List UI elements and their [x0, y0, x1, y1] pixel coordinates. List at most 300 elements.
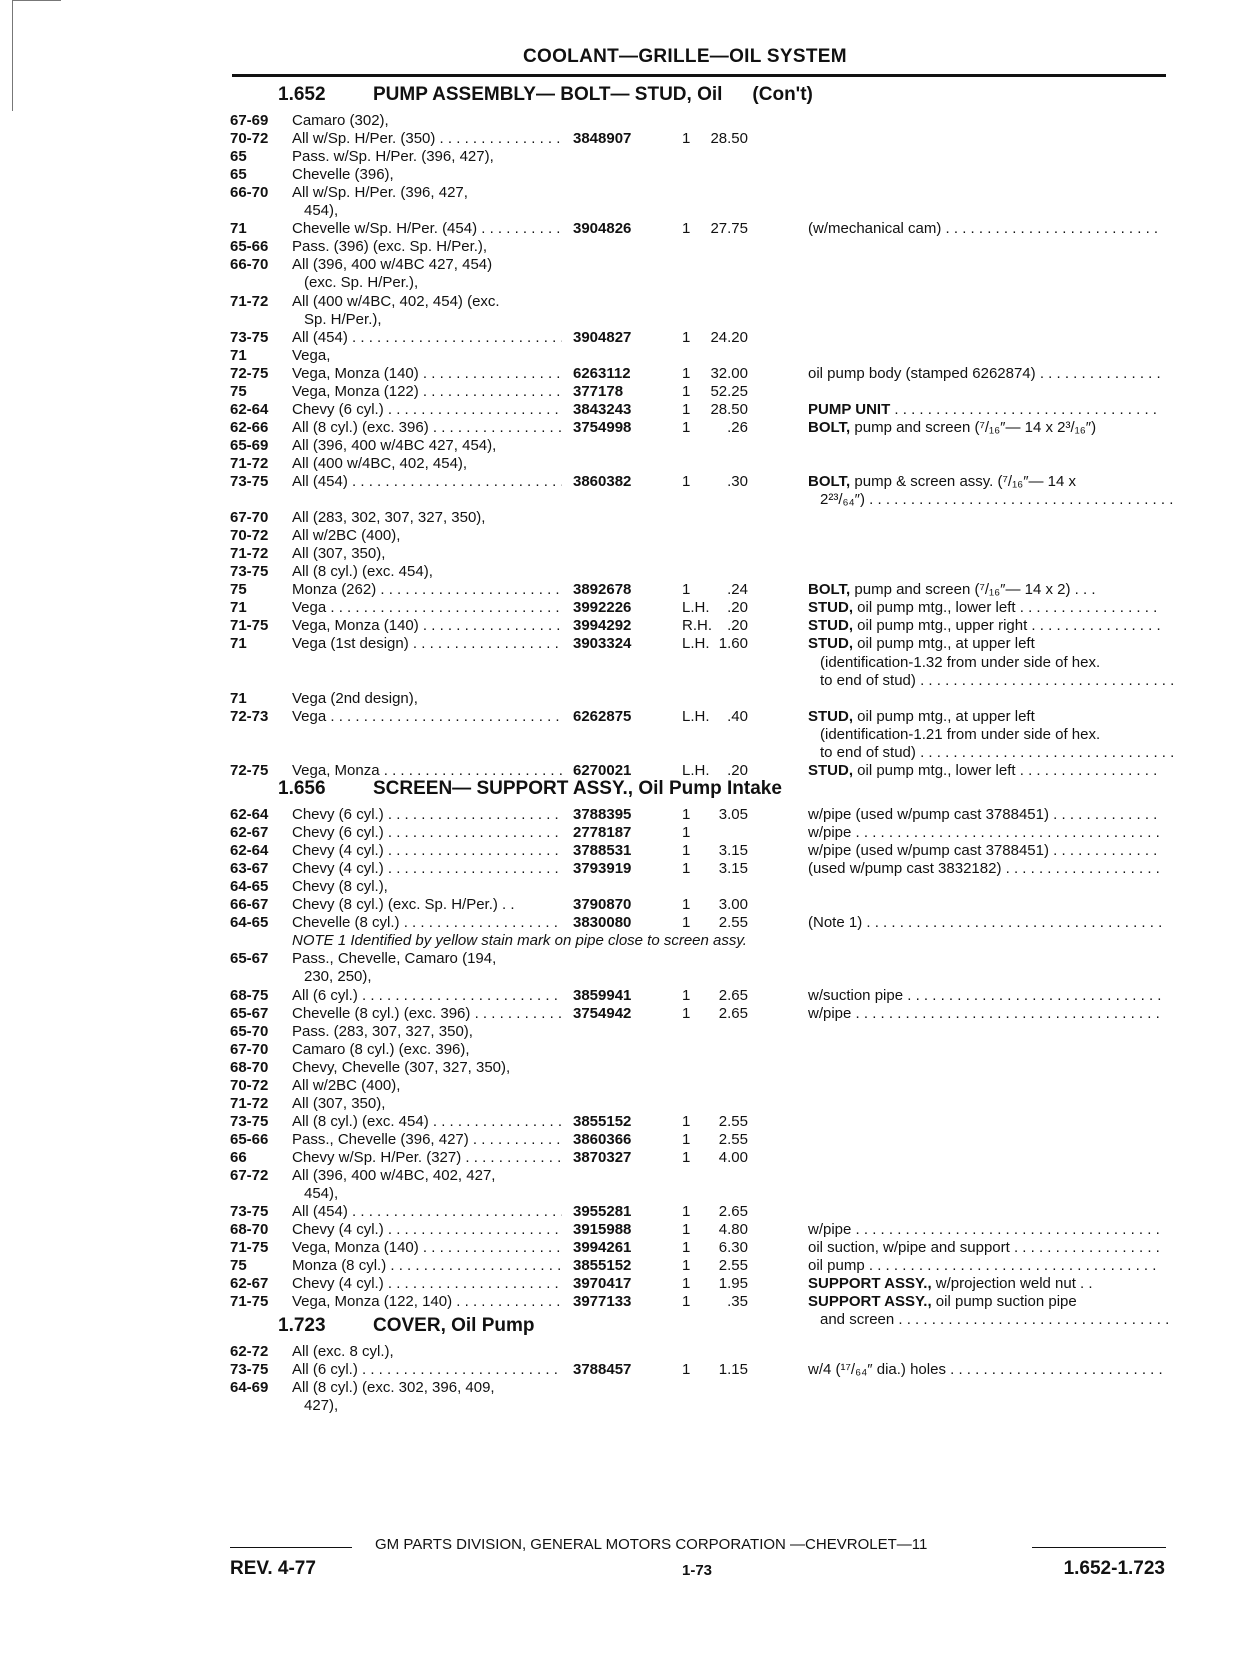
part-number: 3904826: [573, 220, 632, 238]
model-years: 64-65: [230, 914, 269, 932]
description: [820, 672, 1174, 690]
application: [292, 599, 562, 617]
model-years: 67-70: [230, 1040, 269, 1058]
part-number: 6270021: [573, 761, 632, 779]
application-text: All (396, 400 w/4BC 427, 454),: [292, 436, 497, 454]
section-number: 1.656: [278, 778, 326, 799]
list-item: [230, 896, 1180, 914]
description-text: oil pump suction pipe: [931, 1293, 1077, 1311]
list-price: 2.55: [718, 1130, 748, 1148]
list-item: [230, 914, 1180, 932]
application: [292, 842, 562, 860]
model-years: 67-70: [230, 509, 269, 527]
application-text: Chevy w/Sp. H/Per. (327): [292, 1148, 462, 1166]
quantity: 1: [682, 914, 691, 932]
part-number: 3860382: [573, 473, 632, 490]
quantity: 1: [682, 418, 691, 436]
description: [808, 1221, 1162, 1239]
description: [808, 987, 1162, 1005]
description: [808, 419, 1162, 437]
application: [292, 148, 562, 166]
model-years: 71-75: [230, 1293, 269, 1311]
description-text: to end of stud): [820, 671, 916, 689]
list-item: [230, 274, 1180, 292]
list-price: 32.00: [710, 364, 748, 382]
description-text: pump and screen (⁷/₁₆″— 14 x 2) . . .: [850, 581, 1096, 599]
description: [808, 914, 1162, 932]
application-text: All (307, 350),: [292, 1094, 386, 1112]
part-name: STUD,: [808, 707, 853, 725]
list-price: 4.80: [718, 1221, 748, 1239]
application: [292, 365, 562, 383]
list-item: [230, 383, 1180, 401]
application-text: All (400 w/4BC, 402, 454),: [292, 454, 468, 472]
list-item: [230, 311, 1180, 329]
model-years: 63-67: [230, 860, 269, 878]
description: [820, 744, 1174, 762]
part-name: PUMP UNIT: [808, 400, 891, 418]
list-price: 2.65: [718, 1203, 748, 1221]
application-text: All (396, 400 w/4BC 427, 454): [292, 256, 493, 274]
application-text: Chevy (4 cyl.): [292, 860, 384, 878]
model-years: 66-70: [230, 256, 269, 274]
part-number: 3992226: [573, 599, 632, 617]
application-text: All (454): [292, 1203, 348, 1221]
list-price: 24.20: [710, 328, 748, 346]
quantity: R.H.: [682, 617, 712, 635]
application-text: Chevelle (8 cyl.) (exc. 396): [292, 1004, 471, 1022]
description-text: oil pump mtg., lower left: [853, 599, 1016, 617]
application: [292, 347, 562, 365]
quantity: 1: [682, 1203, 691, 1221]
footnote: NOTE 1 Identified by yellow stain mark on pipe close to screen assy.: [292, 932, 747, 950]
list-item: [230, 1131, 1180, 1149]
model-years: 65-70: [230, 1022, 269, 1040]
application: [292, 1275, 562, 1293]
model-years: 65-66: [230, 1130, 269, 1148]
list-item: [230, 1293, 1180, 1311]
application: [292, 824, 562, 842]
model-years: 71-72: [230, 545, 269, 563]
list-item: [230, 1059, 1180, 1077]
description: [808, 806, 1162, 824]
application-text: Pass., Chevelle (396, 427): [292, 1130, 469, 1148]
application-text: All (6 cyl.): [292, 986, 358, 1004]
model-years: 62-66: [230, 418, 269, 436]
list-item: [230, 987, 1180, 1005]
list-item: [230, 950, 1180, 968]
model-years: 70-72: [230, 1076, 269, 1094]
description-text: oil pump: [808, 1257, 865, 1275]
application: [292, 130, 562, 148]
model-years: 73-75: [230, 1203, 269, 1221]
model-years: 73-75: [230, 328, 269, 346]
description-text: (w/mechanical cam): [808, 220, 942, 238]
list-price: .20: [727, 761, 748, 779]
application: [292, 617, 562, 635]
list-price: .24: [727, 581, 748, 599]
quantity: 1: [682, 1004, 691, 1022]
application-text: All w/Sp. H/Per. (396, 427,: [292, 184, 468, 202]
description: [820, 491, 1174, 509]
model-years: 73-75: [230, 1112, 269, 1130]
list-item: [230, 1113, 1180, 1131]
list-item: [230, 202, 1180, 220]
application-text: Sp. H/Per.),: [304, 310, 382, 328]
application-text: Monza (262): [292, 581, 377, 599]
application-text: Chevy (4 cyl.): [292, 842, 384, 860]
application-text: 427),: [304, 1397, 339, 1415]
list-item: [230, 617, 1180, 635]
list-price: .35: [727, 1293, 748, 1311]
description-text: oil pump body (stamped 6262874): [808, 364, 1036, 382]
application: [292, 878, 562, 896]
part-number: 3788457: [573, 1361, 632, 1379]
application-text: Pass., Chevelle, Camaro (194,: [292, 950, 497, 968]
application-text: All w/2BC (400),: [292, 1076, 401, 1094]
list-item: [230, 329, 1180, 347]
model-years: 71-75: [230, 1239, 269, 1257]
section-title: SCREEN— SUPPORT ASSY., Oil Pump Intake: [373, 778, 782, 799]
application: [292, 401, 562, 419]
model-years: 68-70: [230, 1058, 269, 1076]
list-item: [230, 130, 1180, 148]
application: [292, 419, 562, 437]
model-years: 67-69: [230, 112, 269, 129]
list-item: [230, 365, 1180, 383]
list-item: [230, 545, 1180, 563]
part-number: 6262875: [573, 707, 632, 725]
application-text: Vega (2nd design),: [292, 689, 418, 707]
list-item: [230, 1257, 1180, 1275]
quantity: 1: [682, 986, 691, 1004]
model-years: 72-75: [230, 761, 269, 779]
model-years: 64-65: [230, 878, 269, 896]
list-item: [230, 1041, 1180, 1059]
list-price: 1.15: [718, 1361, 748, 1379]
application: [292, 1361, 562, 1379]
list-item: [230, 473, 1180, 491]
application: [292, 635, 562, 653]
list-price: 3.05: [718, 806, 748, 823]
description-text: w/pipe (used w/pump cast 3788451): [808, 842, 1049, 860]
list-price: 4.00: [718, 1148, 748, 1166]
description: [808, 824, 1162, 842]
part-number: 3754942: [573, 1004, 632, 1022]
application: [292, 987, 562, 1005]
model-years: 73-75: [230, 1361, 269, 1379]
model-years: 62-64: [230, 400, 269, 418]
list-price: 2.55: [718, 1112, 748, 1130]
application: [292, 860, 562, 878]
application-text: Pass. (283, 307, 327, 350),: [292, 1022, 473, 1040]
part-number: 3994261: [573, 1239, 632, 1257]
list-item: [230, 581, 1180, 599]
list-price: 2.55: [718, 1257, 748, 1275]
application: [292, 690, 562, 708]
part-number: 3830080: [573, 914, 632, 932]
application: [292, 238, 562, 256]
application: [292, 1041, 562, 1059]
application-text: All w/Sp. H/Per. (350): [292, 130, 436, 148]
description-text: oil pump mtg., lower left: [853, 761, 1016, 779]
description: [808, 635, 1162, 653]
part-number: 3848907: [573, 130, 632, 148]
model-years: 62-64: [230, 842, 269, 860]
list-item: [230, 419, 1180, 437]
list-item: [230, 347, 1180, 365]
part-name: BOLT,: [808, 473, 851, 490]
list-item: [230, 672, 1180, 690]
application-text: All (454): [292, 473, 348, 490]
description-text: oil pump mtg., at upper left: [853, 635, 1035, 653]
list-item: [230, 1275, 1180, 1293]
part-number: 3892678: [573, 581, 632, 599]
footer-section-range: 1.652-1.723: [1063, 1558, 1165, 1579]
part-number: 3788531: [573, 842, 632, 860]
application: [292, 329, 562, 347]
list-item: [230, 842, 1180, 860]
part-number: 3994292: [573, 617, 632, 635]
part-name: STUD,: [808, 617, 853, 635]
page-title: COOLANT—GRILLE—OIL SYSTEM: [523, 46, 847, 67]
description-text: w/suction pipe: [808, 986, 904, 1004]
quantity: 1: [682, 220, 691, 238]
application-text: All (6 cyl.): [292, 1361, 358, 1379]
model-years: 65-67: [230, 950, 269, 968]
model-years: 66-70: [230, 184, 269, 202]
description: [808, 220, 1162, 238]
list-item: [230, 256, 1180, 274]
application-text: All (8 cyl.) (exc. 302, 396, 409,: [292, 1379, 495, 1397]
quantity: 1: [682, 842, 691, 860]
part-number: 3855152: [573, 1257, 632, 1275]
list-price: 3.15: [718, 842, 748, 860]
model-years: 71-72: [230, 454, 269, 472]
description: [808, 1005, 1162, 1023]
list-item: [230, 1221, 1180, 1239]
application: [304, 1185, 574, 1203]
description-text: 2²³/₆₄″): [820, 491, 865, 509]
application-text: Monza (8 cyl.): [292, 1257, 387, 1275]
part-number: 3788395: [573, 806, 632, 823]
list-price: 6.30: [718, 1239, 748, 1257]
application-text: All (8 cyl.) (exc. 454): [292, 1112, 429, 1130]
list-item: [230, 1095, 1180, 1113]
list-price: 1.95: [718, 1275, 748, 1293]
application: [292, 509, 562, 527]
description-text: (identification-1.32 from under side of hex.: [820, 653, 1101, 671]
description: [808, 842, 1162, 860]
quantity: 1: [682, 1361, 691, 1379]
model-years: 65: [230, 148, 247, 166]
application-text: Vega: [292, 707, 327, 725]
application: [304, 1397, 574, 1415]
application: [292, 1167, 562, 1185]
quantity: 1: [682, 400, 691, 418]
list-item: [230, 1185, 1180, 1203]
list-item: [230, 708, 1180, 726]
list-item: [230, 1397, 1180, 1415]
description-text: w/4 (¹⁷/₆₄″ dia.) holes: [808, 1361, 946, 1379]
description: [808, 401, 1162, 419]
application-text: All (400 w/4BC, 402, 454) (exc.: [292, 292, 500, 310]
quantity: 1: [682, 806, 691, 823]
list-price: 2.65: [718, 1004, 748, 1022]
part-number: 3790870: [573, 896, 632, 914]
model-years: 71: [230, 220, 247, 238]
part-number: 3970417: [573, 1275, 632, 1293]
footer-publisher: GM PARTS DIVISION, GENERAL MOTORS CORPORATION —CHEVROLET—11: [375, 1536, 928, 1553]
part-number: 3870327: [573, 1148, 632, 1166]
model-years: 73-75: [230, 563, 269, 581]
application: [292, 293, 562, 311]
model-years: 71-72: [230, 292, 269, 310]
list-item: [230, 166, 1180, 184]
description: [808, 473, 1162, 491]
part-number: 3793919: [573, 860, 632, 878]
quantity: 1: [682, 1275, 691, 1293]
application-text: Vega, Monza (140): [292, 617, 419, 635]
page-header: [232, 46, 1166, 77]
list-item: [230, 112, 1180, 130]
description-text: w/pipe: [808, 824, 852, 842]
section-title: COVER, Oil Pump: [373, 1315, 535, 1336]
section-number: 1.723: [278, 1315, 326, 1336]
application-text: Chevy (8 cyl.),: [292, 878, 388, 896]
part-number: 3955281: [573, 1203, 632, 1221]
model-years: 71: [230, 346, 247, 364]
list-item: [230, 563, 1180, 581]
application: [292, 950, 562, 968]
description-text: (used w/pump cast 3832182): [808, 860, 1002, 878]
model-years: 71-72: [230, 1094, 269, 1112]
list-item: [230, 654, 1180, 672]
model-years: 67-72: [230, 1167, 269, 1184]
section-continued: (Con't): [752, 84, 813, 105]
list-price: 27.75: [710, 220, 748, 238]
list-item: [230, 238, 1180, 256]
application: [292, 1131, 562, 1149]
application: [292, 1095, 562, 1113]
quantity: 1: [682, 1148, 691, 1166]
part-number: 3754998: [573, 418, 632, 436]
model-years: 70-72: [230, 130, 269, 148]
description-text: w/pipe: [808, 1221, 852, 1239]
part-name: BOLT,: [808, 418, 851, 436]
quantity: 1: [682, 382, 691, 400]
application: [292, 184, 562, 202]
application: [304, 968, 574, 986]
list-item: [230, 690, 1180, 708]
quantity: 1: [682, 328, 691, 346]
list-price: .20: [727, 599, 748, 617]
application-text: Chevelle w/Sp. H/Per. (454): [292, 220, 478, 238]
application-text: Camaro (302),: [292, 112, 389, 129]
application: [292, 1221, 562, 1239]
list-item: [230, 1023, 1180, 1041]
section-heading: [278, 778, 782, 800]
description-text: oil pump mtg., at upper left: [853, 707, 1035, 725]
description: [808, 599, 1162, 617]
application-text: Vega, Monza: [292, 761, 380, 779]
application-text: All (396, 400 w/4BC, 402, 427,: [292, 1167, 496, 1184]
application: [292, 1257, 562, 1275]
part-name: SUPPORT ASSY.,: [808, 1275, 932, 1293]
list-price: 2.65: [718, 986, 748, 1004]
quantity: 1: [682, 364, 691, 382]
list-item: [230, 1149, 1180, 1167]
list-item: [230, 184, 1180, 202]
application-text: Chevy (6 cyl.): [292, 400, 384, 418]
part-number: 3855152: [573, 1112, 632, 1130]
list-price: .40: [727, 707, 748, 725]
application: [292, 1005, 562, 1023]
quantity: L.H.: [682, 707, 710, 725]
list-price: 2.55: [718, 914, 748, 932]
application: [292, 563, 562, 581]
application: [292, 806, 562, 824]
description: [808, 860, 1162, 878]
application-text: Chevelle (396),: [292, 166, 394, 184]
footer-rule-left: [230, 1547, 352, 1548]
list-item: [230, 437, 1180, 455]
application-text: All (exc. 8 cyl.),: [292, 1343, 394, 1360]
model-years: 72-73: [230, 707, 269, 725]
list-item: [230, 1343, 1180, 1361]
application-text: All (454): [292, 328, 348, 346]
application: [304, 274, 574, 292]
application-text: All w/2BC (400),: [292, 527, 401, 545]
model-years: 62-67: [230, 824, 269, 842]
model-years: 73-75: [230, 473, 269, 490]
list-item: [230, 1167, 1180, 1185]
description: [808, 1239, 1162, 1257]
quantity: 1: [682, 896, 691, 914]
model-years: 65: [230, 166, 247, 184]
application: [292, 1239, 562, 1257]
application: [292, 112, 562, 130]
description: [808, 617, 1162, 635]
application: [292, 437, 562, 455]
description-text: pump & screen assy. (⁷/₁₆″— 14 x: [850, 473, 1077, 490]
list-item: [230, 1239, 1180, 1257]
part-number: 3977133: [573, 1293, 632, 1311]
list-item: [230, 293, 1180, 311]
model-years: 71: [230, 599, 247, 617]
model-years: 70-72: [230, 527, 269, 545]
list-item: [230, 744, 1180, 762]
quantity: L.H.: [682, 599, 710, 617]
application: [292, 220, 562, 238]
footer-page-number: 1-73: [682, 1562, 713, 1579]
list-item: [230, 824, 1180, 842]
part-number: 3904827: [573, 328, 632, 346]
part-number: 6263112: [573, 364, 631, 382]
description: [808, 1275, 1162, 1293]
application-text: 454),: [304, 202, 339, 220]
part-name: STUD,: [808, 761, 853, 779]
list-item: [230, 806, 1180, 824]
description-text: w/projection weld nut . .: [931, 1275, 1093, 1293]
application: [292, 1379, 562, 1397]
model-years: 66-67: [230, 896, 269, 914]
application: [292, 166, 562, 184]
list-price: .30: [727, 473, 748, 490]
application-text: Chevy (8 cyl.) (exc. Sp. H/Per.) . .: [292, 896, 515, 914]
model-years: 62-67: [230, 1275, 269, 1293]
list-item: [230, 968, 1180, 986]
